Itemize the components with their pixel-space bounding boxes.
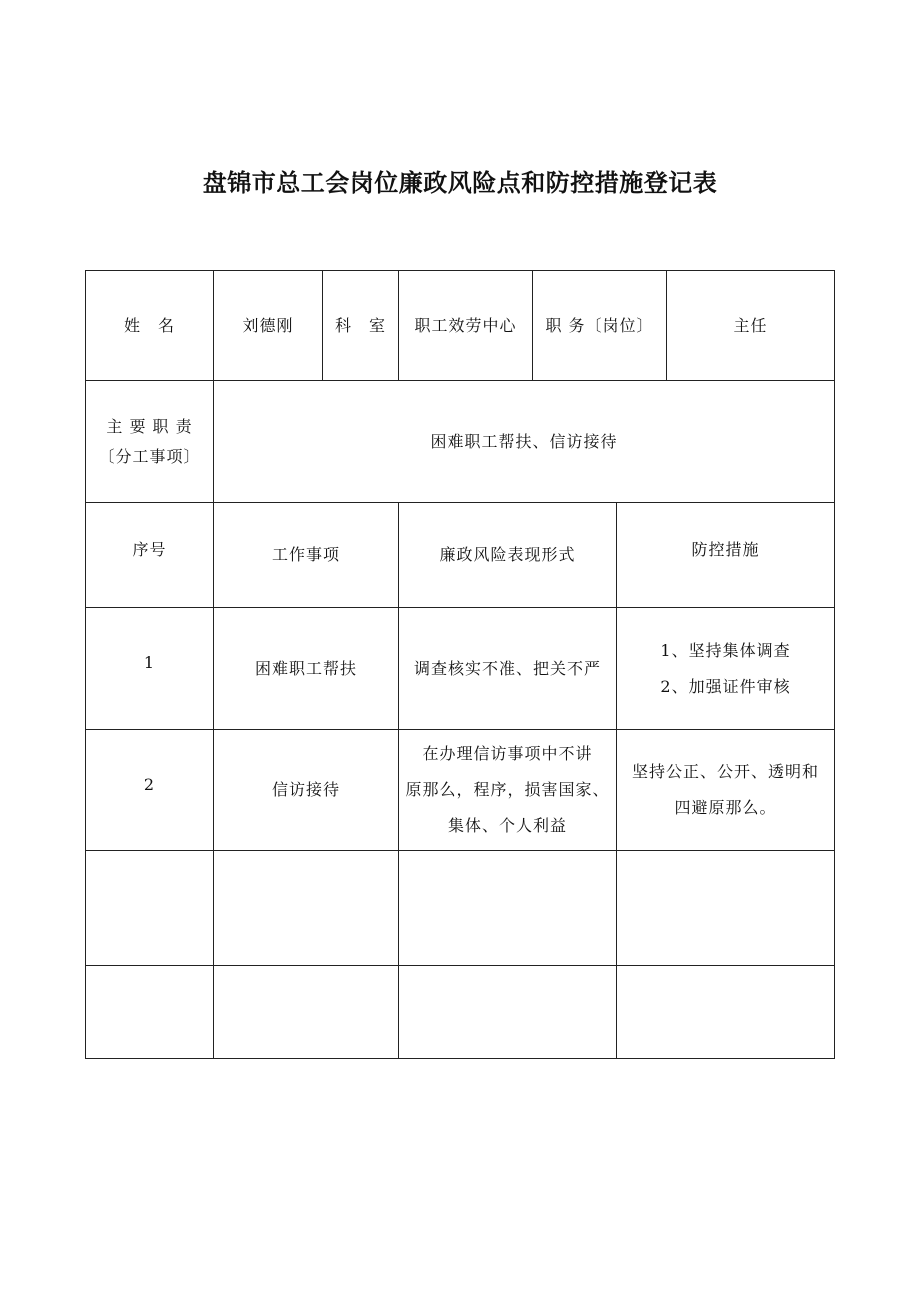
table-row-seq <box>86 966 213 1058</box>
table-row-seq <box>86 851 213 965</box>
header-measure: 防控措施 <box>691 540 760 559</box>
post-value: 主任 <box>733 315 768 335</box>
header-item: 工作事项 <box>271 545 340 564</box>
table-rule <box>85 1058 835 1059</box>
name-label: 姓 名 <box>123 315 175 335</box>
table-row-item: 信访接待 <box>271 780 340 799</box>
table-row-measure: 坚持公正、公开、透明和 四避原那么。 <box>631 762 819 817</box>
table-rule <box>834 270 835 1059</box>
table-row-item <box>214 851 398 965</box>
table-row-measure <box>617 851 834 965</box>
table-row-risk: 在办理信访事项中不讲 原那么，程序，损害国家、 集体、个人利益 <box>405 744 610 835</box>
table-row-risk <box>399 966 616 1058</box>
header-seq: 序号 <box>132 540 167 559</box>
table-row-measure <box>617 966 834 1058</box>
table-row-measure: 1、坚持集体调查 2、加强证件审核 <box>660 640 791 696</box>
header-risk: 廉政风险表现形式 <box>439 545 576 564</box>
name-value: 刘德刚 <box>242 315 294 335</box>
table-row-item: 困难职工帮扶 <box>254 658 357 678</box>
duty-label: 主 要 职 责 〔分工事项〕 <box>98 416 201 466</box>
table-row-seq: 1 <box>143 653 156 672</box>
post-label: 职 务〔岗位〕 <box>545 315 654 335</box>
page-title: 盘锦市总工会岗位廉政风险点和防控措施登记表 <box>202 169 718 197</box>
table-row-risk: 调查核实不准、把关不严 <box>413 658 601 678</box>
duty-value: 困难职工帮扶、信访接待 <box>430 431 618 451</box>
dept-value: 职工效劳中心 <box>414 315 517 335</box>
table-row-risk <box>399 851 616 965</box>
table-row-seq: 2 <box>143 775 156 794</box>
dept-label: 科 室 <box>334 315 386 335</box>
table-row-item <box>214 966 398 1058</box>
